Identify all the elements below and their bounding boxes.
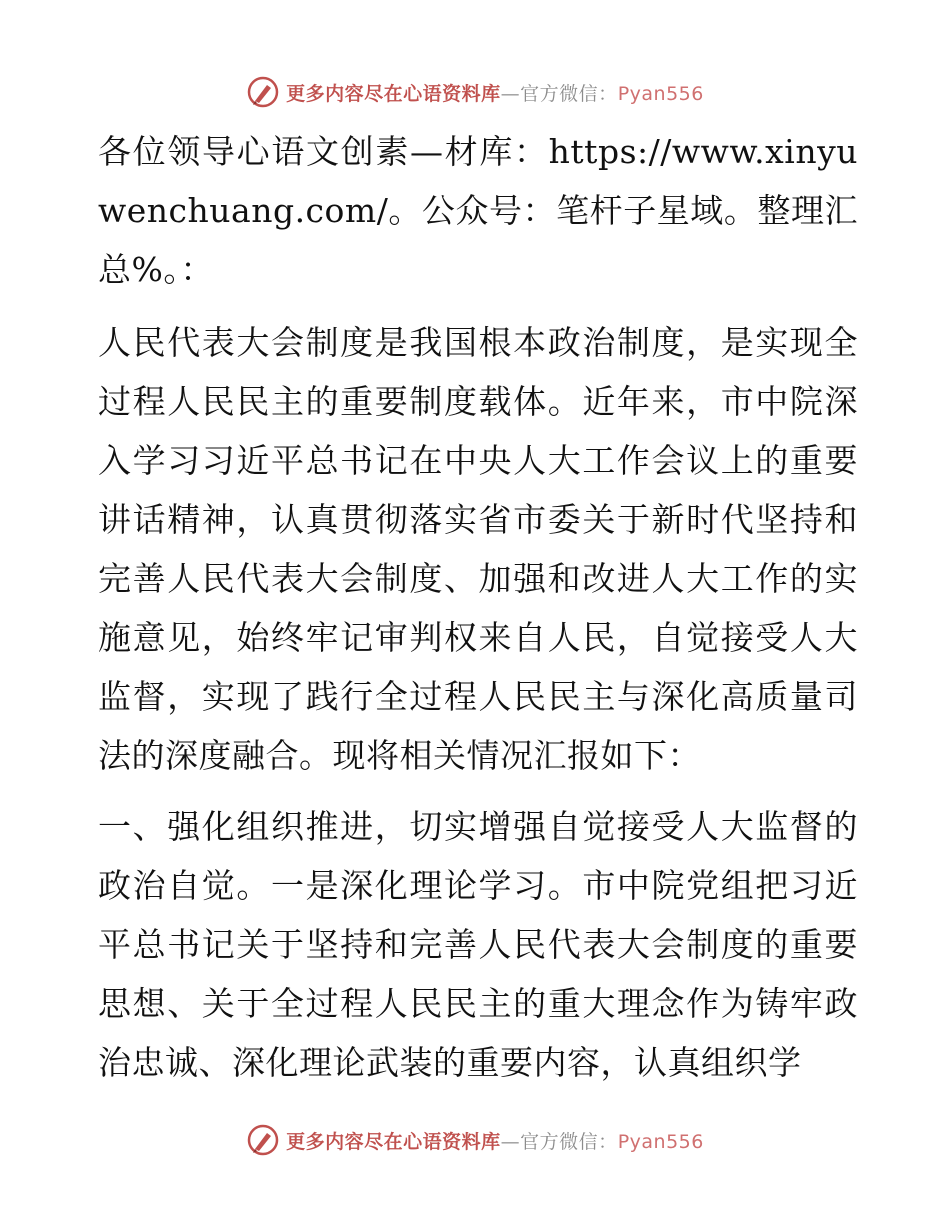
intro-paragraph: 各位领导心语文创素—材库：https://www.xinyuwenchuang.com/。公众号：笔杆子星域。整理汇总%。： [98,132,858,289]
banner-account: Pyan556 [617,1130,704,1153]
body-paragraph-2: 一、强化组织推进，切实增强自觉接受人大监督的政治自觉。一是深化理论学习。市中院党组把习近平总书记关于坚持和完善人民代表大会制度的重要思想、关于全过程人民民主的重大理念作为铸牢政治忠诚、深化理论武装的重要内容，认真组织学 [98,807,858,1082]
pen-logo-icon [246,75,280,109]
header-watermark-banner [0,72,950,112]
banner-separator: — [500,1130,521,1153]
banner-label: 官方微信： [520,82,618,105]
body-paragraph-1: 人民代表大会制度是我国根本政治制度，是实现全过程人民民主的重要制度载体。近年来，市中院深入学习习近平总书记在中央人大工作会议上的重要讲话精神，认真贯彻落实省市委关于新时代坚持和完善人民代表大会制度、加强和改进人大工作的实施意见，始终牢记审判权来自人民，自觉接受人大监督，实现了践行全过程人民民主与深化高质量司法的深度融合。现将相关情况汇报如下： [98,323,858,775]
document-body [98,122,858,1104]
banner-main-text: 更多内容尽在心语资料库 [286,82,501,105]
footer-watermark-banner [0,1120,950,1160]
banner-main-text: 更多内容尽在心语资料库 [286,1130,501,1153]
banner-label: 官方微信： [520,1130,618,1153]
banner-separator: — [500,82,521,105]
banner-account: Pyan556 [617,82,704,105]
pen-logo-icon [246,1123,280,1157]
